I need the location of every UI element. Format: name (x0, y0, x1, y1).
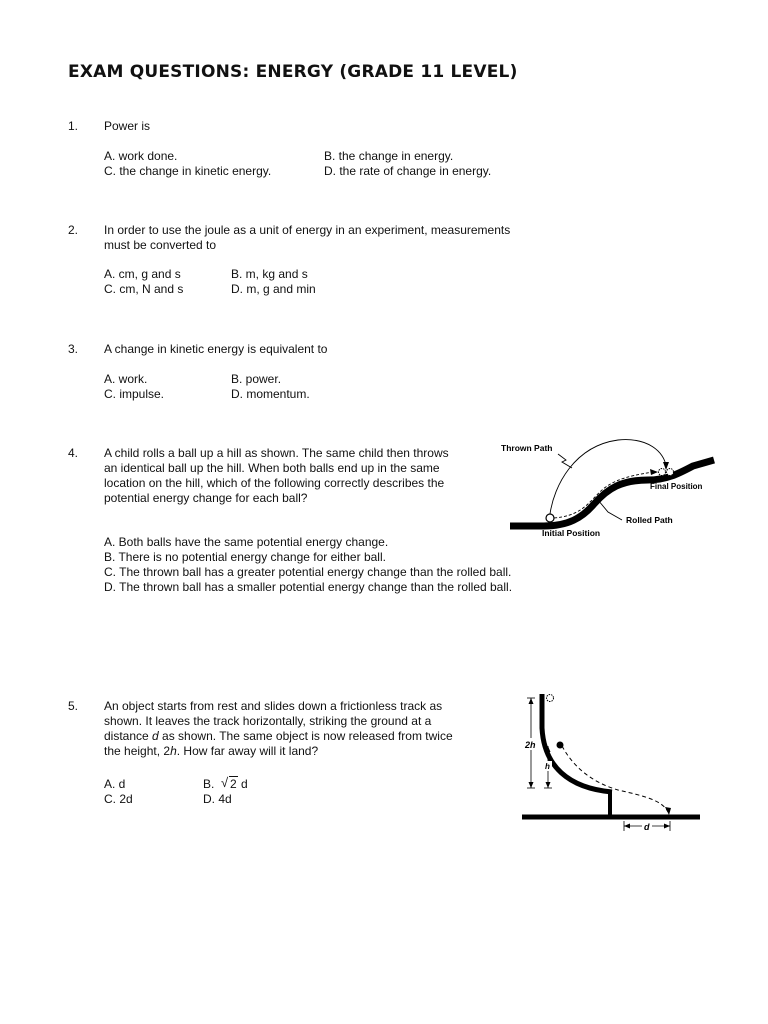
question-number: 4. (68, 446, 79, 460)
option-d: D. the rate of change in energy. (324, 164, 492, 178)
option-a: A. work done. (104, 149, 178, 163)
distance-arrow-right (664, 824, 670, 829)
question-stem-line-2: an identical ball up the hill. When both balls end up in the same (104, 461, 440, 475)
trajectory-arrowhead (665, 807, 671, 815)
trajectory-path (562, 746, 668, 812)
curved-track (542, 694, 612, 792)
option-c: C. cm, N and s (104, 282, 184, 296)
question-number: 1. (68, 119, 79, 133)
rolled-path-label: Rolled Path (626, 515, 673, 525)
option-b: B. power. (231, 372, 282, 386)
height-h-arrow-bottom (546, 782, 551, 788)
option-d: D. The thrown ball has a smaller potential energy change than the rolled ball. (104, 580, 513, 594)
option-a: A. Both balls have the same potential energy change. (104, 535, 389, 549)
option-b: B. m, kg and s (231, 267, 308, 281)
option-b: B. There is no potential energy change for either ball. (104, 550, 386, 564)
initial-position-label: Initial Position (542, 528, 601, 538)
option-d: D. 4d (203, 792, 232, 806)
question-stem: Power is (104, 119, 151, 133)
question-number: 3. (68, 342, 79, 356)
final-ball-2 (667, 469, 674, 476)
option-b: B. √ 2 d (203, 775, 248, 791)
question-stem-line-1: An object starts from rest and slides down a frictionless track as (104, 699, 443, 713)
rolled-label-pointer (598, 500, 622, 520)
page-title: EXAM QUESTIONS: ENERGY (GRADE 11 LEVEL) (68, 62, 518, 82)
question-stem-line-2: shown. It leaves the track horizontally, striking the ground at a (104, 714, 432, 728)
height-2h-arrow-bottom (529, 782, 534, 788)
question-stem-line-4: potential energy change for each ball? (104, 491, 308, 505)
distance-d-label: d (644, 822, 650, 832)
thrown-path-label: Thrown Path (501, 443, 553, 453)
initial-ball (546, 514, 554, 522)
option-a: A. d (104, 777, 126, 791)
final-ball-1 (659, 469, 666, 476)
option-c: C. impulse. (104, 387, 165, 401)
option-c: C. 2d (104, 792, 133, 806)
option-c: C. The thrown ball has a greater potential energy change than the rolled ball. (104, 565, 512, 579)
question-number: 5. (68, 699, 79, 713)
option-d: D. momentum. (231, 387, 310, 401)
hill-diagram (498, 434, 720, 544)
start-object (547, 695, 554, 702)
option-b: B. the change in energy. (324, 149, 454, 163)
final-position-label: Final Position (650, 482, 703, 491)
question-stem-line-3: distance d as shown. The same object is now released from twice (104, 729, 453, 743)
option-c: C. the change in kinetic energy. (104, 164, 272, 178)
distance-arrow-left (624, 824, 630, 829)
hill-ground (510, 460, 714, 526)
height-h-label: h (545, 762, 550, 771)
rolled-path-arrowhead (650, 469, 658, 475)
thrown-label-pointer (558, 454, 572, 468)
sqrt-symbol: √ 2 (221, 775, 237, 791)
question-stem-line-4: the height, 2h. How far away will it land? (104, 744, 319, 758)
track-diagram (518, 688, 704, 838)
question-stem-line-1: In order to use the joule as a unit of energy in an experiment, measurements (104, 223, 511, 237)
option-a: A. work. (104, 372, 148, 386)
height-2h-label: 2h (525, 740, 536, 750)
option-a: A. cm, g and s (104, 267, 181, 281)
question-stem-line-3: location on the hill, which of the following correctly describes the (104, 476, 445, 490)
question-stem-line-2: must be converted to (104, 238, 217, 252)
height-2h-arrow-top (529, 698, 534, 704)
question-stem: A change in kinetic energy is equivalent to (104, 342, 328, 356)
question-stem-line-1: A child rolls a ball up a hill as shown. The same child then throws (104, 446, 449, 460)
option-d: D. m, g and min (231, 282, 316, 296)
question-number: 2. (68, 223, 79, 237)
